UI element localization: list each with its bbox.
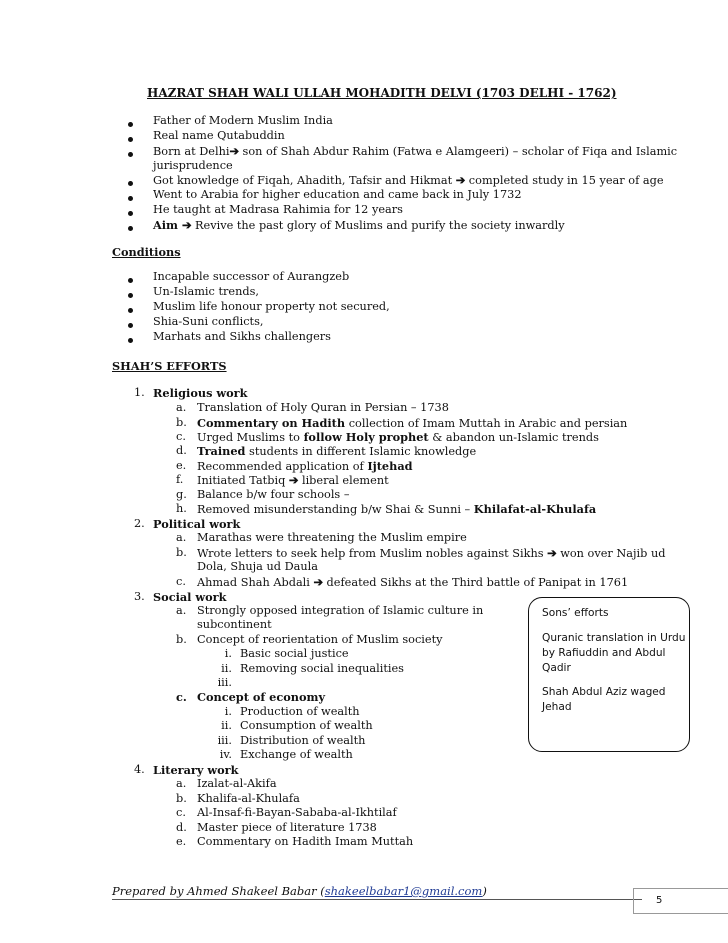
list-item: Basic social justice <box>240 647 349 660</box>
list-marker: f. <box>176 473 184 486</box>
bullet <box>128 152 133 157</box>
sons-efforts-box <box>528 597 690 752</box>
list-item: Strongly opposed integration of Islamic culture in <box>197 604 484 617</box>
list-marker: d. <box>176 444 187 457</box>
list-item: Got knowledge of Fiqah, Ahadith, Tafsir and Hikmat ➔ completed study in 15 year of age <box>153 173 664 187</box>
list-item: Born at Delhi➔ son of Shah Abdur Rahim (Fatwa e Alamgeeri) – scholar of Fiqa and Islamic <box>153 144 678 158</box>
list-item-continuation: subcontinent <box>197 618 272 631</box>
subsection-heading-political: Political work <box>153 517 241 531</box>
list-item: Production of wealth <box>240 705 360 718</box>
list-item: Concept of economy <box>197 690 326 704</box>
list-item: Incapable successor of Aurangzeb <box>153 270 350 283</box>
list-item: He taught at Madrasa Rahimia for 12 years <box>153 203 403 216</box>
list-item: Izalat-al-Akifa <box>197 777 277 790</box>
arrow-icon: ➔ <box>178 218 192 232</box>
list-marker: c. <box>176 430 186 443</box>
arrow-icon: ➔ <box>288 473 299 487</box>
list-marker: b. <box>176 546 187 559</box>
list-marker: b. <box>176 416 187 429</box>
list-marker: b. <box>176 633 187 646</box>
list-item: Master piece of literature 1738 <box>197 821 377 834</box>
bullet <box>128 293 133 298</box>
list-item: Marhats and Sikhs challengers <box>153 330 331 343</box>
list-item: Real name Qutabuddin <box>153 129 285 142</box>
list-item: Muslim life honour property not secured, <box>153 300 390 313</box>
bullet <box>128 181 133 186</box>
bullet <box>128 323 133 328</box>
arrow-icon: ➔ <box>455 173 466 187</box>
bullet <box>128 226 133 231</box>
section-heading-efforts: SHAH’S EFFORTS <box>112 359 227 373</box>
sons-box-text: Shah Abdul Aziz waged Jehad <box>542 686 666 713</box>
list-item-continuation: Dola, Shuja ud Daula <box>197 560 319 573</box>
list-number: 2. <box>134 517 145 530</box>
list-item: Khalifa-al-Khulafa <box>197 792 300 805</box>
list-marker: b. <box>176 792 187 805</box>
list-item: Shia-Suni conflicts, <box>153 315 264 328</box>
list-marker: c. <box>176 575 186 588</box>
arrow-icon: ➔ <box>313 575 323 589</box>
list-marker: c. <box>176 690 187 704</box>
list-item: Removed misunderstanding b/w Shai & Sunni – Khilafat-al-Khulafa <box>197 502 597 516</box>
list-marker: a. <box>176 531 187 544</box>
subsection-heading-social: Social work <box>153 590 227 604</box>
list-item: Distribution of wealth <box>240 734 366 747</box>
bullet <box>128 122 133 127</box>
list-marker: iii. <box>217 734 232 747</box>
list-item: Ahmad Shah Abdali ➔ defeated Sikhs at the Third battle of Panipat in 1761 <box>197 575 629 589</box>
list-marker: c. <box>176 806 186 819</box>
list-item: Commentary on Hadith Imam Muttah <box>197 835 414 848</box>
sons-box-text: Quranic translation in Urdu by Rafiuddin and Abdul Qadir <box>542 632 686 674</box>
footer-credit: Prepared by Ahmed Shakeel Babar (shakeelbabar1@gmail.com) <box>112 884 487 898</box>
list-marker: a. <box>176 604 187 617</box>
list-item: Wrote letters to seek help from Muslim nobles against Sikhs ➔ won over Najib ud <box>197 546 666 560</box>
list-item: Balance b/w four schools – <box>197 488 350 501</box>
list-marker: iii. <box>217 676 232 689</box>
list-item: Went to Arabia for higher education and came back in July 1732 <box>153 188 522 201</box>
list-marker: e. <box>176 835 187 848</box>
list-marker: a. <box>176 401 187 414</box>
list-number: 1. <box>134 386 145 399</box>
list-item: Aim ➔ Revive the past glory of Muslims and purify the society inwardly <box>153 218 565 232</box>
list-item-continuation: jurisprudence <box>153 159 233 172</box>
list-marker: ii. <box>221 662 232 675</box>
bullet <box>128 137 133 142</box>
footer-divider <box>112 899 642 900</box>
page-title: HAZRAT SHAH WALI ULLAH MOHADITH DELVI (1703 DELHI - 1762) <box>147 86 617 100</box>
list-item: Trained students in different Islamic knowledge <box>197 444 477 458</box>
arrow-icon: ➔ <box>547 546 557 560</box>
bullet <box>128 278 133 283</box>
list-item: Marathas were threatening the Muslim empire <box>197 531 467 544</box>
bullet <box>128 211 133 216</box>
list-marker: e. <box>176 459 187 472</box>
list-marker: h. <box>176 502 187 515</box>
bullet <box>128 308 133 313</box>
subsection-heading-literary: Literary work <box>153 763 239 777</box>
page-number: 5 <box>633 888 728 914</box>
list-item: Commentary on Hadith collection of Imam Muttah in Arabic and persian <box>197 416 628 430</box>
list-number: 4. <box>134 763 145 776</box>
list-item: Consumption of wealth <box>240 719 373 732</box>
arrow-icon: ➔ <box>229 144 239 158</box>
list-marker: i. <box>224 647 232 660</box>
sons-box-title: Sons’ efforts <box>542 607 609 619</box>
list-item: Removing social inequalities <box>240 662 404 675</box>
subsection-heading-religious: Religious work <box>153 386 248 400</box>
list-item: Un-Islamic trends, <box>153 285 259 298</box>
list-marker: i. <box>224 705 232 718</box>
list-item: Urged Muslims to follow Holy prophet & abandon un-Islamic trends <box>197 430 599 444</box>
list-marker: iv. <box>219 748 232 761</box>
list-marker: a. <box>176 777 187 790</box>
bullet <box>128 338 133 343</box>
list-item: Translation of Holy Quran in Persian – 1738 <box>197 401 449 414</box>
list-item: Initiated Tatbiq ➔ liberal element <box>197 473 389 487</box>
list-item: Father of Modern Muslim India <box>153 114 333 127</box>
list-marker: ii. <box>221 719 232 732</box>
list-item: Exchange of wealth <box>240 748 353 761</box>
list-number: 3. <box>134 590 145 603</box>
email-link[interactable]: shakeelbabar1@gmail.com <box>324 884 483 898</box>
list-item: Al-Insaf-fi-Bayan-Sababa-al-Ikhtilaf <box>197 806 397 819</box>
section-heading-conditions: Conditions <box>112 245 181 259</box>
list-marker: d. <box>176 821 187 834</box>
list-item: Concept of reorientation of Muslim society <box>197 633 443 646</box>
list-item: Recommended application of Ijtehad <box>197 459 413 473</box>
list-marker: g. <box>176 488 187 501</box>
bullet <box>128 196 133 201</box>
